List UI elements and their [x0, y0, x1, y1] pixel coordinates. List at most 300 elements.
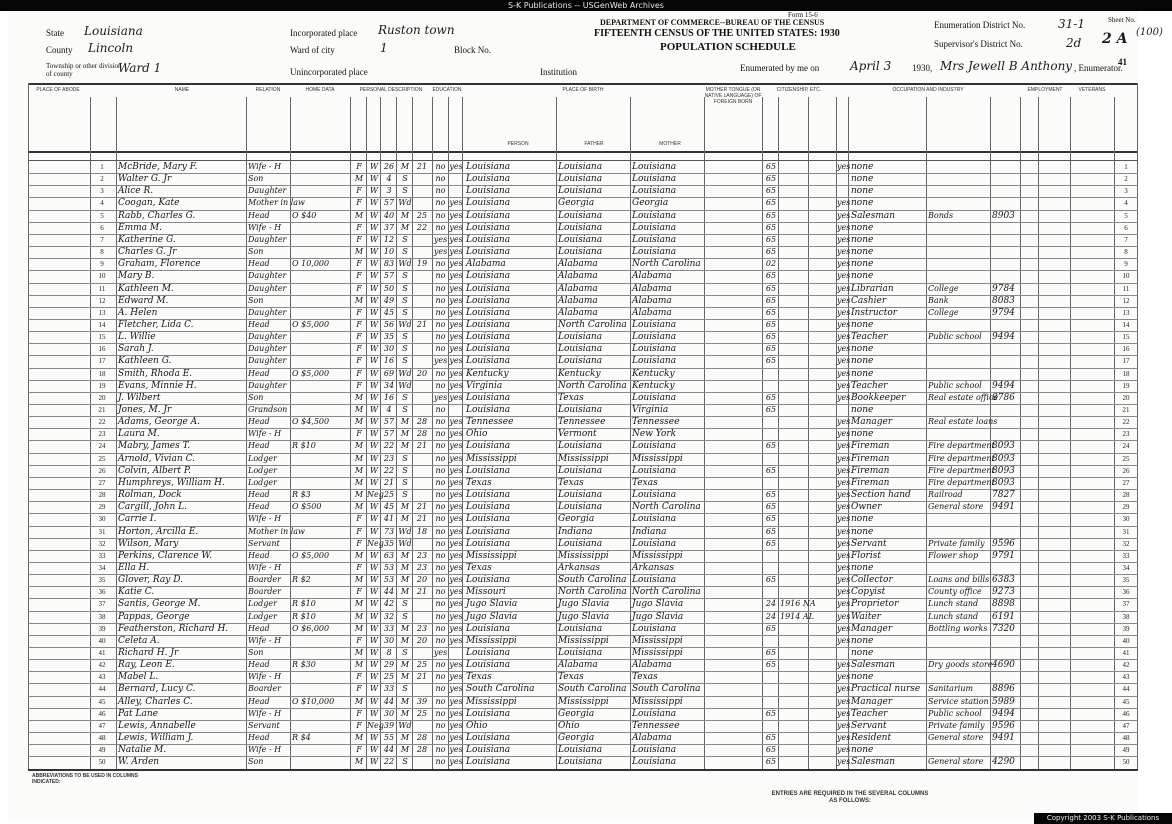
english-cell: yes: [837, 490, 851, 500]
english-cell: yes: [837, 453, 851, 463]
english-cell: yes: [837, 526, 851, 536]
father-birthplace-cell: South Carolina: [558, 575, 627, 586]
english-cell: yes: [837, 344, 851, 354]
marital-cell: M: [400, 733, 410, 743]
literacy-cell: yes: [449, 198, 463, 208]
age-married-cell: 19: [416, 259, 428, 269]
line-number-right: 13: [1122, 308, 1130, 317]
marital-cell: S: [402, 356, 408, 366]
race-cell: W: [369, 198, 379, 208]
mother-birthplace-cell: Louisiana: [632, 623, 677, 634]
industry-cell: Public school: [928, 380, 982, 390]
father-birthplace-cell: Jugo Slavia: [558, 611, 610, 622]
occupation-cell: none: [851, 271, 874, 282]
sex-cell: F: [356, 283, 362, 293]
industry-cell: Fire department: [928, 465, 995, 475]
race-cell: W: [369, 599, 379, 609]
mother-birthplace-cell: Louisiana: [632, 162, 677, 172]
sex-cell: F: [356, 684, 362, 694]
birthplace-cell: Mississippi: [466, 453, 517, 464]
name-cell: Horton, Arcilla E.: [118, 526, 199, 537]
marital-cell: M: [400, 441, 410, 451]
father-birthplace-cell: Mississippi: [558, 550, 609, 561]
literacy-cell: yes: [449, 295, 463, 305]
tongue-code-cell: 65: [765, 332, 777, 342]
race-cell: W: [369, 502, 379, 512]
sex-cell: M: [354, 757, 364, 767]
birthplace-cell: Ohio: [466, 720, 488, 731]
line-number: 25: [98, 454, 106, 463]
birthplace-cell: Louisiana: [466, 648, 511, 658]
line-number: 41: [98, 649, 106, 657]
name-cell: Ray, Leon E.: [118, 660, 175, 671]
industry-cell: College: [928, 283, 959, 293]
marital-cell: S: [402, 465, 408, 475]
age-cell: 45: [383, 307, 395, 317]
group-mother-tongue: MOTHER TONGUE (OR NATIVE LANGUAGE) OF FOREIGN BORN: [704, 87, 762, 105]
ed-label: Enumeration District No.: [934, 20, 1026, 30]
township-label: Township or other division of county: [46, 62, 122, 78]
group-occupation: OCCUPATION AND INDUSTRY: [892, 87, 964, 93]
sex-cell: F: [356, 332, 362, 342]
english-cell: yes: [837, 259, 851, 269]
tongue-code-cell: 65: [765, 490, 777, 500]
age-cell: 22: [383, 441, 395, 451]
literacy-cell: yes: [449, 283, 463, 293]
name-cell: Pappas, George: [118, 611, 190, 622]
birthplace-cell: Louisiana: [466, 490, 511, 501]
marital-cell: S: [402, 186, 408, 196]
birthplace-cell: Louisiana: [466, 708, 511, 719]
english-cell: yes: [837, 295, 851, 305]
occ-code-cell: 9791: [992, 550, 1015, 561]
line-number-right: 21: [1122, 406, 1130, 414]
birthplace-cell: Louisiana: [466, 162, 511, 172]
name-cell: Kathleen M.: [118, 283, 174, 294]
father-birthplace-cell: Alabama: [558, 660, 598, 671]
father-birthplace-cell: Louisiana: [558, 174, 603, 185]
age-cell: 32: [383, 611, 395, 621]
industry-cell: Public school: [928, 708, 982, 718]
name-cell: Lewis, Annabelle: [118, 720, 196, 731]
marital-cell: S: [402, 283, 408, 293]
occupation-cell: none: [851, 356, 874, 367]
literacy-cell: yes: [449, 757, 463, 767]
name-cell: Carrie I.: [118, 514, 157, 525]
subcol-person: PERSON: [507, 141, 529, 147]
marital-cell: S: [402, 684, 408, 694]
father-birthplace-cell: Louisiana: [558, 757, 603, 768]
tongue-code-cell: 65: [765, 623, 777, 633]
line-number: 47: [98, 721, 106, 730]
occupation-cell: none: [851, 648, 874, 658]
birthplace-cell: Louisiana: [466, 344, 511, 355]
sex-cell: F: [356, 344, 362, 354]
home-data-cell: O 10,000: [292, 259, 330, 269]
birthplace-cell: Mississippi: [466, 550, 517, 561]
school-cell: no: [435, 526, 446, 536]
literacy-cell: yes: [449, 660, 463, 670]
relation-cell: Wife - H: [248, 222, 282, 232]
occ-code-cell: 9494: [992, 380, 1015, 391]
mother-birthplace-cell: Alabama: [632, 660, 672, 671]
relation-cell: Boarder: [248, 587, 281, 597]
occupation-cell: none: [851, 198, 874, 209]
school-cell: no: [435, 307, 446, 317]
citizenship-cell: 1916 NA: [780, 599, 816, 609]
tongue-code-cell: 65: [765, 319, 777, 329]
age-cell: 34: [383, 380, 395, 390]
sex-cell: M: [354, 648, 364, 657]
mother-birthplace-cell: Mississippi: [632, 648, 683, 658]
line-number-right: 33: [1122, 551, 1130, 560]
school-cell: no: [435, 283, 446, 293]
occ-code-cell: 4690: [992, 660, 1015, 671]
tongue-code-cell: 65: [765, 307, 777, 317]
birthplace-cell: Jugo Slavia: [466, 611, 518, 622]
marital-cell: M: [400, 550, 410, 560]
school-cell: no: [435, 186, 446, 196]
line-number: 17: [98, 357, 106, 366]
mother-birthplace-cell: Texas: [632, 477, 658, 488]
marital-cell: S: [402, 392, 408, 402]
birthplace-cell: Louisiana: [466, 356, 511, 367]
mother-birthplace-cell: Virginia: [632, 405, 669, 415]
group-place-of-abode: PLACE OF ABODE: [36, 87, 80, 93]
literacy-cell: yes: [449, 514, 463, 524]
line-number-right: 22: [1122, 418, 1130, 427]
birthplace-cell: Louisiana: [466, 319, 511, 330]
tongue-code-cell: 65: [765, 745, 777, 755]
industry-cell: Private family: [928, 720, 985, 730]
race-cell: W: [369, 441, 379, 451]
english-cell: yes: [837, 514, 851, 524]
occ-code-cell: 9794: [992, 307, 1015, 318]
father-birthplace-cell: Louisiana: [558, 490, 603, 501]
english-cell: yes: [837, 307, 851, 317]
father-birthplace-cell: Alabama: [558, 283, 598, 294]
age-cell: 26: [383, 162, 395, 171]
occ-code-cell: 9491: [992, 733, 1015, 744]
father-birthplace-cell: Louisiana: [558, 234, 603, 245]
race-cell: W: [369, 757, 379, 767]
mother-birthplace-cell: Kentucky: [632, 380, 675, 391]
line-number: 24: [98, 442, 106, 451]
line-number-right: 11: [1122, 284, 1130, 293]
race-cell: W: [369, 186, 379, 196]
race-cell: W: [369, 356, 379, 366]
mother-birthplace-cell: Indiana: [632, 526, 667, 537]
relation-cell: Lodger: [248, 611, 277, 621]
line-number-right: 9: [1124, 260, 1128, 269]
birthplace-cell: Louisiana: [466, 198, 511, 209]
marital-cell: M: [400, 222, 410, 232]
english-cell: yes: [837, 198, 851, 208]
occupation-cell: Salesman: [851, 210, 896, 221]
relation-cell: Daughter: [248, 356, 287, 366]
age-cell: 53: [383, 575, 395, 585]
name-cell: Mabel L.: [118, 672, 159, 683]
tongue-code-cell: 65: [765, 526, 777, 536]
marital-cell: Wd: [398, 319, 412, 329]
birthplace-cell: South Carolina: [466, 684, 535, 695]
occupation-cell: none: [851, 635, 874, 646]
mother-birthplace-cell: Alabama: [632, 307, 672, 318]
age-cell: 49: [383, 295, 395, 305]
line-number: 35: [98, 576, 106, 585]
age-cell: 42: [383, 599, 395, 609]
sex-cell: M: [354, 611, 364, 621]
occ-code-cell: 8093: [992, 441, 1015, 452]
marital-cell: M: [400, 562, 410, 572]
relation-cell: Head: [248, 733, 270, 743]
industry-cell: Lunch stand: [928, 611, 979, 621]
relation-cell: Son: [248, 295, 264, 305]
english-cell: yes: [837, 575, 851, 585]
line-number-right: 16: [1122, 345, 1130, 354]
age-cell: 37: [383, 222, 395, 232]
race-cell: W: [369, 745, 379, 755]
mother-birthplace-cell: Louisiana: [632, 234, 677, 245]
name-cell: Graham, Florence: [118, 259, 201, 270]
birthplace-cell: Louisiana: [466, 332, 511, 343]
mother-birthplace-cell: Tennessee: [632, 720, 680, 731]
sex-cell: M: [354, 453, 364, 463]
marital-cell: M: [400, 502, 410, 512]
occupation-cell: none: [851, 222, 874, 233]
occ-code-cell: 4290: [992, 757, 1015, 768]
occupation-cell: Servant: [851, 720, 887, 731]
census-sheet: [8, 11, 1163, 821]
mother-birthplace-cell: Louisiana: [632, 319, 677, 330]
occupation-cell: none: [851, 429, 874, 440]
relation-cell: Servant: [248, 538, 280, 548]
line-number: 30: [98, 515, 106, 524]
line-number: 8: [100, 248, 104, 257]
name-cell: Alley, Charles C.: [118, 696, 193, 707]
school-cell: yes: [433, 648, 448, 657]
age-married-cell: 20: [416, 575, 428, 585]
sex-cell: M: [354, 502, 364, 512]
relation-cell: Wife - H: [248, 429, 282, 439]
group-citizenship: CITIZENSHIP, ETC.: [776, 87, 822, 93]
age-cell: 23: [383, 453, 395, 463]
marital-cell: M: [400, 745, 410, 755]
age-cell: 30: [383, 708, 395, 718]
literacy-cell: yes: [449, 465, 463, 475]
sex-cell: M: [354, 490, 364, 500]
home-data-cell: R $4: [292, 733, 311, 743]
group-employment: EMPLOYMENT: [1027, 87, 1063, 93]
occupation-cell: none: [851, 162, 874, 172]
literacy-cell: yes: [449, 502, 463, 512]
occ-code-cell: 7827: [992, 490, 1015, 501]
father-birthplace-cell: Tennessee: [558, 417, 606, 428]
literacy-cell: yes: [449, 623, 463, 633]
tongue-code-cell: 65: [765, 392, 777, 402]
mother-birthplace-cell: Louisiana: [632, 210, 677, 221]
english-cell: yes: [837, 623, 851, 633]
sheet-label: Sheet No.: [1108, 16, 1136, 24]
line-number: 33: [98, 551, 106, 560]
english-cell: yes: [837, 465, 851, 475]
school-cell: no: [435, 222, 446, 232]
marital-cell: S: [402, 611, 408, 621]
sex-cell: F: [356, 198, 362, 208]
mother-birthplace-cell: Mississippi: [632, 550, 683, 561]
occupation-cell: Florist: [851, 550, 881, 561]
line-number-right: 37: [1122, 600, 1130, 609]
sex-cell: F: [356, 356, 362, 366]
literacy-cell: yes: [449, 587, 463, 597]
literacy-cell: yes: [449, 453, 463, 463]
marital-cell: M: [400, 417, 410, 427]
relation-cell: Head: [248, 319, 270, 329]
industry-cell: Lunch stand: [928, 599, 979, 609]
enum-date: April 3: [850, 59, 892, 73]
literacy-cell: yes: [449, 441, 463, 451]
tongue-code-cell: 65: [765, 514, 777, 524]
school-cell: no: [435, 757, 446, 767]
name-cell: Richard H. Jr: [118, 648, 179, 658]
line-number: 48: [98, 734, 106, 743]
occupation-cell: Collector: [851, 575, 893, 586]
literacy-cell: yes: [449, 234, 463, 244]
race-cell: W: [369, 344, 379, 354]
occ-code-cell: 6191: [992, 611, 1015, 622]
tongue-code-cell: 65: [765, 174, 777, 184]
subcol-father: FATHER: [584, 141, 604, 147]
sex-cell: M: [354, 550, 364, 560]
sex-cell: F: [356, 234, 362, 244]
occupation-cell: Fireman: [851, 465, 890, 476]
name-cell: Ella H.: [118, 562, 150, 573]
race-cell: W: [369, 635, 379, 645]
incorporated-label: Incorporated place: [290, 28, 358, 38]
marital-cell: S: [402, 490, 408, 500]
age-married-cell: 21: [416, 502, 428, 512]
line-number-right: 42: [1122, 661, 1130, 670]
birthplace-cell: Louisiana: [466, 247, 511, 258]
sex-cell: F: [356, 745, 362, 755]
age-cell: 29: [383, 660, 395, 670]
name-cell: Edward M.: [118, 295, 169, 306]
occupation-cell: Proprietor: [851, 599, 899, 610]
age-married-cell: 21: [416, 441, 428, 451]
line-number: 15: [98, 333, 106, 342]
sex-cell: F: [356, 526, 362, 536]
sex-cell: F: [356, 708, 362, 718]
form-number: Form 15-6: [788, 11, 818, 19]
tongue-code-cell: 65: [765, 757, 777, 767]
occupation-cell: Fireman: [851, 453, 890, 464]
race-cell: W: [369, 417, 379, 427]
school-cell: no: [435, 319, 446, 329]
age-cell: 33: [383, 684, 395, 694]
school-cell: no: [435, 538, 446, 548]
father-birthplace-cell: Louisiana: [558, 162, 603, 172]
tongue-code-cell: 65: [765, 344, 777, 354]
english-cell: yes: [837, 247, 851, 257]
race-cell: W: [369, 550, 379, 560]
group-name: NAME: [174, 87, 190, 93]
marital-cell: M: [400, 575, 410, 585]
age-married-cell: 39: [416, 696, 428, 706]
birthplace-cell: Louisiana: [466, 733, 511, 744]
race-cell: W: [369, 368, 379, 378]
relation-cell: Wife - H: [248, 635, 282, 645]
occupation-cell: none: [851, 186, 874, 197]
literacy-cell: yes: [449, 526, 463, 536]
school-cell: no: [435, 708, 446, 718]
relation-cell: Daughter: [248, 186, 287, 196]
name-cell: Alice R.: [118, 186, 154, 197]
occ-code-cell: 8786: [992, 392, 1015, 403]
relation-cell: Wife - H: [248, 672, 282, 682]
line-number-right: 43: [1122, 673, 1130, 682]
line-number: 26: [98, 466, 106, 475]
line-number-right: 7: [1124, 235, 1128, 244]
name-cell: W. Arden: [118, 757, 160, 768]
line-number: 43: [98, 673, 106, 682]
name-cell: Fletcher, Lida C.: [118, 319, 194, 330]
father-birthplace-cell: Ohio: [558, 720, 580, 731]
county-label: County: [46, 45, 73, 55]
birthplace-cell: Mississippi: [466, 696, 517, 707]
tongue-code-cell: 65: [765, 538, 777, 548]
race-cell: W: [369, 611, 379, 621]
father-birthplace-cell: Louisiana: [558, 332, 603, 343]
school-cell: no: [435, 271, 446, 281]
name-cell: Lewis, William J.: [118, 733, 194, 744]
school-cell: no: [435, 514, 446, 524]
line-number: 32: [98, 539, 106, 548]
line-number: 29: [98, 503, 106, 512]
marital-cell: S: [402, 599, 408, 609]
relation-cell: Lodger: [248, 477, 277, 487]
sex-cell: M: [354, 696, 364, 706]
mother-birthplace-cell: Alabama: [632, 733, 672, 744]
literacy-cell: yes: [449, 672, 463, 682]
school-cell: no: [435, 368, 446, 378]
occupation-cell: Salesman: [851, 757, 896, 768]
school-cell: no: [435, 162, 446, 171]
birthplace-cell: Kentucky: [466, 368, 509, 379]
tongue-code-cell: 65: [765, 441, 777, 451]
occ-code-cell: 9273: [992, 587, 1015, 598]
age-cell: 57: [383, 429, 395, 439]
industry-cell: Real estate office: [928, 392, 999, 402]
occ-code-cell: 8093: [992, 453, 1015, 464]
relation-cell: Head: [248, 623, 270, 633]
relation-cell: Son: [248, 174, 264, 184]
mother-birthplace-cell: Louisiana: [632, 757, 677, 768]
line-number: 28: [98, 491, 106, 500]
mother-birthplace-cell: Alabama: [632, 283, 672, 294]
line-number-right: 18: [1122, 369, 1130, 378]
father-birthplace-cell: Louisiana: [558, 441, 603, 452]
school-cell: no: [435, 332, 446, 342]
age-cell: 53: [383, 562, 395, 572]
sex-cell: M: [354, 575, 364, 585]
mother-birthplace-cell: Jugo Slavia: [632, 611, 684, 622]
age-cell: 39: [383, 720, 395, 730]
line-number-right: 34: [1122, 563, 1130, 572]
race-cell: W: [369, 526, 379, 536]
name-cell: Smith, Rhoda E.: [118, 368, 193, 379]
father-birthplace-cell: Louisiana: [558, 210, 603, 221]
race-cell: W: [369, 307, 379, 317]
